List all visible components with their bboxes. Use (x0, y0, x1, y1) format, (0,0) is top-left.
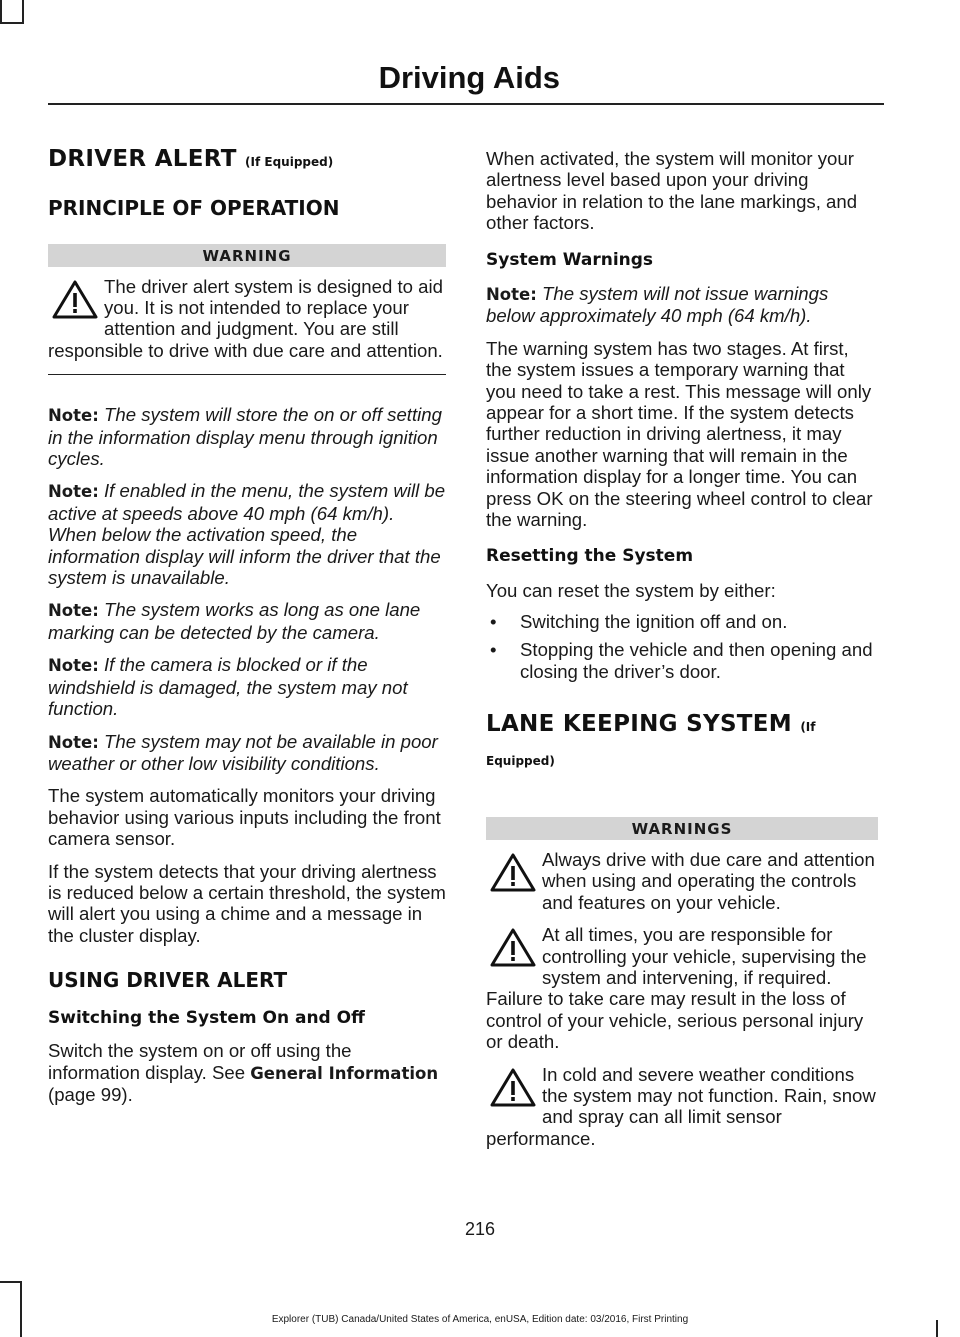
note-label: Note: (48, 406, 99, 426)
bullet: • (490, 639, 497, 661)
list-item-text: Stopping the vehicle and then opening and closing the driver’s door. (520, 639, 873, 682)
note-text: The system works as long as one lane marking can be detected by the camera. (48, 599, 421, 643)
page-number: 216 (464, 1219, 496, 1239)
warning-triangle-icon (48, 276, 102, 322)
warning-block (486, 1064, 878, 1150)
warning-text: The driver alert system is designed to aid you. It is not intended to replace your attention and judgment. You are still responsible to drive with due care and attention. (48, 275, 443, 361)
warning-triangle-icon (486, 849, 540, 895)
note (486, 283, 878, 327)
page-header-title: Driving Aids (378, 60, 560, 95)
note (48, 654, 446, 719)
crop-mark (0, 0, 2, 22)
paragraph: If the system detects that your driving alertness is reduced below a certain threshold, the system will alert you using a chime and a message in the cluster display. (48, 860, 446, 946)
heading-text: DRIVER ALERT (48, 146, 237, 172)
warnings-bar: WARNINGS (486, 817, 878, 840)
left-column (48, 140, 446, 1106)
paragraph: When activated, the system will monitor your alertness level based upon your driving behavior in relation to the lane markings, and other factors. (486, 148, 858, 234)
crop-mark (20, 1281, 22, 1337)
crop-mark (0, 22, 22, 24)
paragraph: The warning system has two stages. At first, the system issues a temporary warning that you need to take a rest. This message will only appear for a short time. If the system detects further reduction in driving alertness, it may issue another warning that will remain in the information display for a longer time. You can press OK on the steering wheel control to clear the warning. (486, 337, 873, 530)
list-item (486, 639, 878, 682)
principle-heading: PRINCIPLE OF OPERATION (48, 195, 340, 220)
paragraph: You can reset the system by either: (486, 579, 776, 601)
warning-text: In cold and severe weather conditions the system may not function. Rain, snow and spray can all limit sensor performance. (486, 1063, 876, 1149)
warning-bar: WARNING (48, 244, 446, 267)
note-label: Note: (48, 482, 99, 502)
resetting-heading: Resetting the System (486, 546, 694, 567)
note (48, 480, 446, 588)
paragraph: The system automatically monitors your driving behavior using various inputs including the front camera sensor. (48, 785, 441, 850)
note-text: The system will not issue warnings below approximately 40 mph (64 km/h). (486, 282, 829, 327)
page-reference: (page 99). (48, 1084, 133, 1106)
note-label: Note: (48, 732, 99, 752)
note-label: Note: (48, 656, 99, 676)
note-text: If enabled in the menu, the system will be active at speeds above 40 mph (64 km/h). When below the activation speed, the information display will inform the driver that the system is unavailable. (48, 480, 446, 589)
note (48, 599, 446, 643)
warning-block (486, 849, 878, 913)
cross-reference-link[interactable]: General Information (250, 1063, 439, 1083)
if-equipped-label: (If Equipped) (245, 155, 334, 169)
warning-triangle-icon (486, 924, 540, 970)
note-text: The system will store the on or off setting in the information display menu through ignition cycles. (48, 404, 442, 470)
note (48, 731, 446, 775)
switching-heading: Switching the System On and Off (48, 1008, 365, 1029)
crop-mark (0, 1281, 22, 1283)
note-text: The system may not be available in poor weather or other low visibility conditions. (48, 730, 438, 774)
driver-alert-heading (48, 146, 446, 174)
list-item (486, 611, 878, 632)
using-driver-alert-heading: USING DRIVER ALERT (48, 968, 288, 993)
heading-text: LANE KEEPING SYSTEM (486, 711, 792, 738)
reset-list (486, 611, 878, 682)
bullet: • (490, 611, 497, 632)
paragraph (48, 1040, 446, 1105)
note-label: Note: (486, 284, 537, 304)
right-column (486, 140, 878, 1149)
switch-text: Switch the system on or off using the information display. See (48, 1040, 352, 1083)
if-equipped-label: (If Equipped) (486, 720, 816, 768)
header-rule (48, 103, 884, 105)
warning-triangle-icon (486, 1064, 540, 1110)
system-warnings-heading: System Warnings (486, 249, 654, 270)
crop-mark (22, 0, 24, 24)
lane-keeping-heading (486, 708, 878, 775)
note (48, 404, 446, 469)
note-label: Note: (48, 601, 99, 621)
warning-block (48, 276, 446, 376)
footer: Explorer (TUB) Canada/United States of America, enUSA, Edition date: 03/2016, First Printing (271, 1314, 689, 1325)
warning-block (486, 924, 878, 1052)
warning-text: Always drive with due care and attention when using and operating the controls and features on your vehicle. (542, 848, 875, 913)
list-item-text: Switching the ignition off and on. (520, 611, 788, 632)
note-text: If the camera is blocked or if the windshield is damaged, the system may not function. (48, 654, 408, 720)
warning-text: At all times, you are responsible for controlling your vehicle, supervising the system and intervening, if required. Failure to take care may result in the loss of control of your vehicle, serious personal injury or death. (486, 924, 867, 1053)
